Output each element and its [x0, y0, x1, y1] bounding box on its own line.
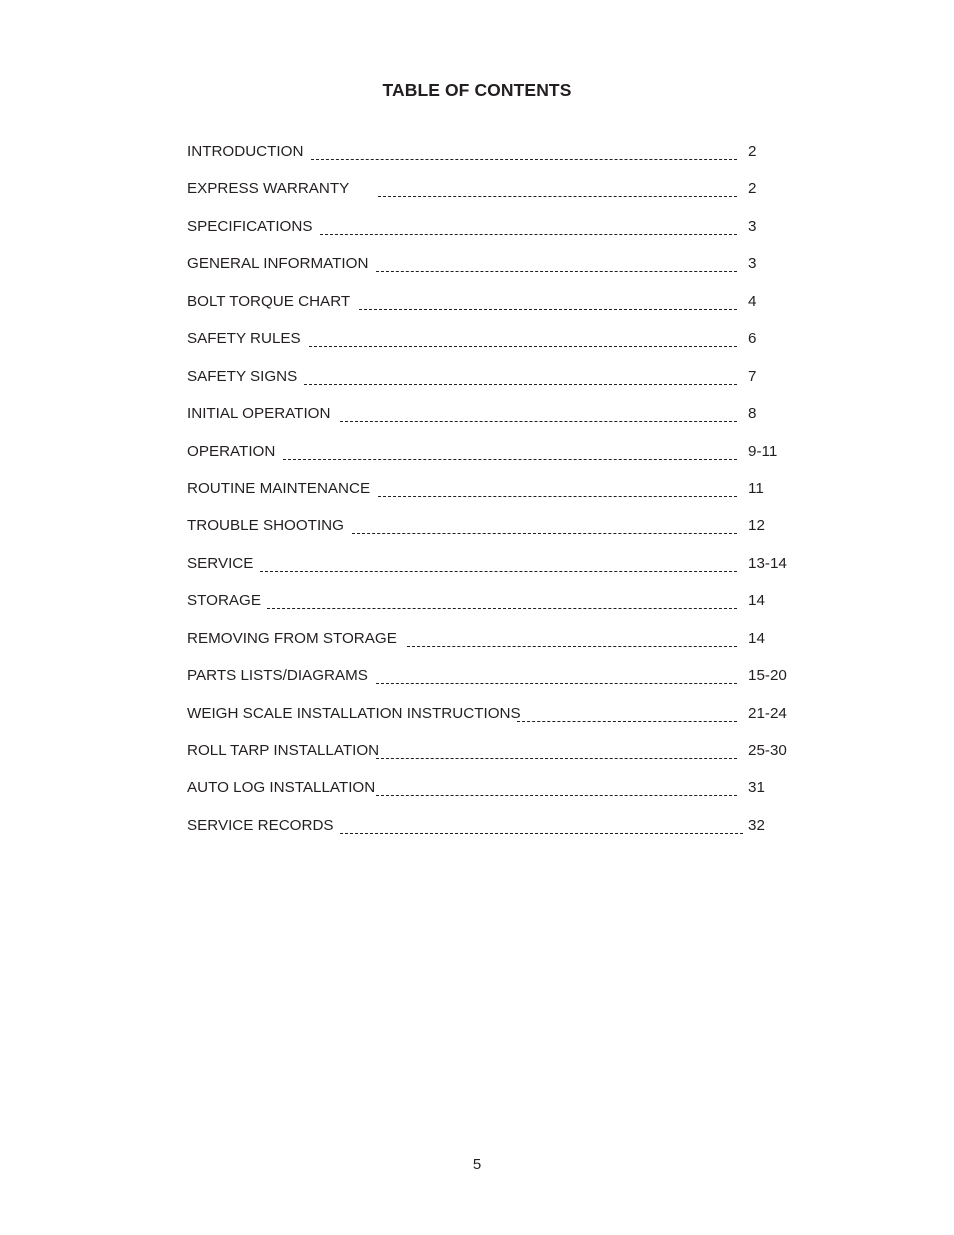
toc-leader	[407, 646, 737, 647]
toc-entry-label: PARTS LISTS/DIAGRAMS	[187, 667, 368, 685]
toc-leader	[517, 721, 737, 722]
page-title: TABLE OF CONTENTS	[382, 80, 572, 100]
toc-entry-page: 7	[748, 367, 757, 385]
toc-entry	[187, 255, 797, 292]
toc-entry	[187, 630, 797, 667]
toc-entry-label: ROLL TARP INSTALLATION	[187, 742, 380, 759]
toc-entry-page: 12	[748, 517, 765, 535]
toc-leader	[376, 271, 737, 272]
toc-leader	[378, 196, 737, 197]
toc-entry	[187, 368, 797, 405]
toc-entry-page: 21-24	[748, 704, 787, 722]
toc-leader	[340, 833, 743, 834]
toc-entry-label: ROUTINE MAINTENANCE	[187, 479, 371, 497]
toc-entry-label: GENERAL INFORMATION	[187, 255, 369, 273]
toc-entry-page: 32	[748, 816, 765, 834]
toc-leader	[376, 683, 737, 684]
toc-entry-page: 8	[748, 405, 757, 423]
toc-entry-page: 2	[748, 143, 757, 160]
toc-entry	[187, 555, 797, 592]
toc-entry-label: AUTO LOG INSTALLATION	[187, 779, 376, 797]
toc-entry-page: 3	[748, 255, 757, 273]
toc-leader	[267, 608, 737, 609]
toc-entry-label: EXPRESS WARRANTY	[187, 180, 350, 198]
toc-leader	[340, 421, 737, 422]
toc-entry-label: REMOVING FROM STORAGE	[187, 629, 397, 647]
toc-entry	[187, 592, 797, 629]
toc-leader	[309, 346, 737, 347]
toc-leader	[304, 384, 737, 385]
toc-entry-label: WEIGH SCALE INSTALLATION INSTRUCTIONS	[187, 704, 521, 722]
toc-entry-page: 2	[748, 180, 757, 198]
toc-leader	[260, 571, 737, 572]
toc-entry	[187, 817, 797, 854]
toc-entry-page: 15-20	[748, 667, 787, 685]
toc-entry-label: TROUBLE SHOOTING	[187, 517, 344, 535]
toc-entry-page: 25-30	[748, 742, 787, 759]
toc-entry-page: 14	[748, 592, 765, 610]
toc-entry	[187, 667, 797, 704]
toc-leader	[378, 496, 737, 497]
toc-list	[187, 143, 797, 854]
toc-entry-label: INTRODUCTION	[187, 143, 304, 160]
toc-leader	[311, 159, 737, 160]
toc-entry-page: 6	[748, 330, 757, 348]
page-number: 5	[472, 1156, 482, 1173]
toc-entry-page: 31	[748, 779, 765, 797]
toc-entry	[187, 517, 797, 554]
toc-entry	[187, 143, 797, 180]
toc-entry	[187, 293, 797, 330]
toc-entry-page: 4	[748, 292, 757, 310]
toc-entry-label: SERVICE	[187, 554, 254, 572]
toc-entry	[187, 405, 797, 442]
toc-leader	[352, 533, 737, 534]
toc-leader	[320, 234, 737, 235]
toc-entry	[187, 330, 797, 367]
toc-entry	[187, 218, 797, 255]
toc-entry	[187, 742, 797, 779]
toc-entry-label: SAFETY RULES	[187, 330, 301, 348]
toc-entry-page: 3	[748, 217, 757, 235]
toc-entry	[187, 779, 797, 816]
toc-entry-page: 11	[748, 479, 764, 497]
toc-entry	[187, 705, 797, 742]
toc-leader	[283, 459, 737, 460]
toc-entry	[187, 180, 797, 217]
toc-entry-page: 14	[748, 629, 765, 647]
toc-entry-label: SAFETY SIGNS	[187, 367, 298, 385]
toc-entry-label: SERVICE RECORDS	[187, 816, 334, 834]
toc-entry-label: STORAGE	[187, 592, 261, 610]
toc-entry-page: 9-11	[748, 442, 778, 460]
toc-entry-page: 13-14	[748, 554, 787, 572]
toc-leader	[376, 758, 737, 759]
toc-entry-label: BOLT TORQUE CHART	[187, 292, 351, 310]
toc-entry-label: OPERATION	[187, 442, 276, 460]
toc-entry	[187, 443, 797, 480]
toc-leader	[359, 309, 737, 310]
toc-entry-label: INITIAL OPERATION	[187, 405, 331, 423]
toc-entry	[187, 480, 797, 517]
toc-entry-label: SPECIFICATIONS	[187, 217, 313, 235]
toc-leader	[376, 795, 737, 796]
